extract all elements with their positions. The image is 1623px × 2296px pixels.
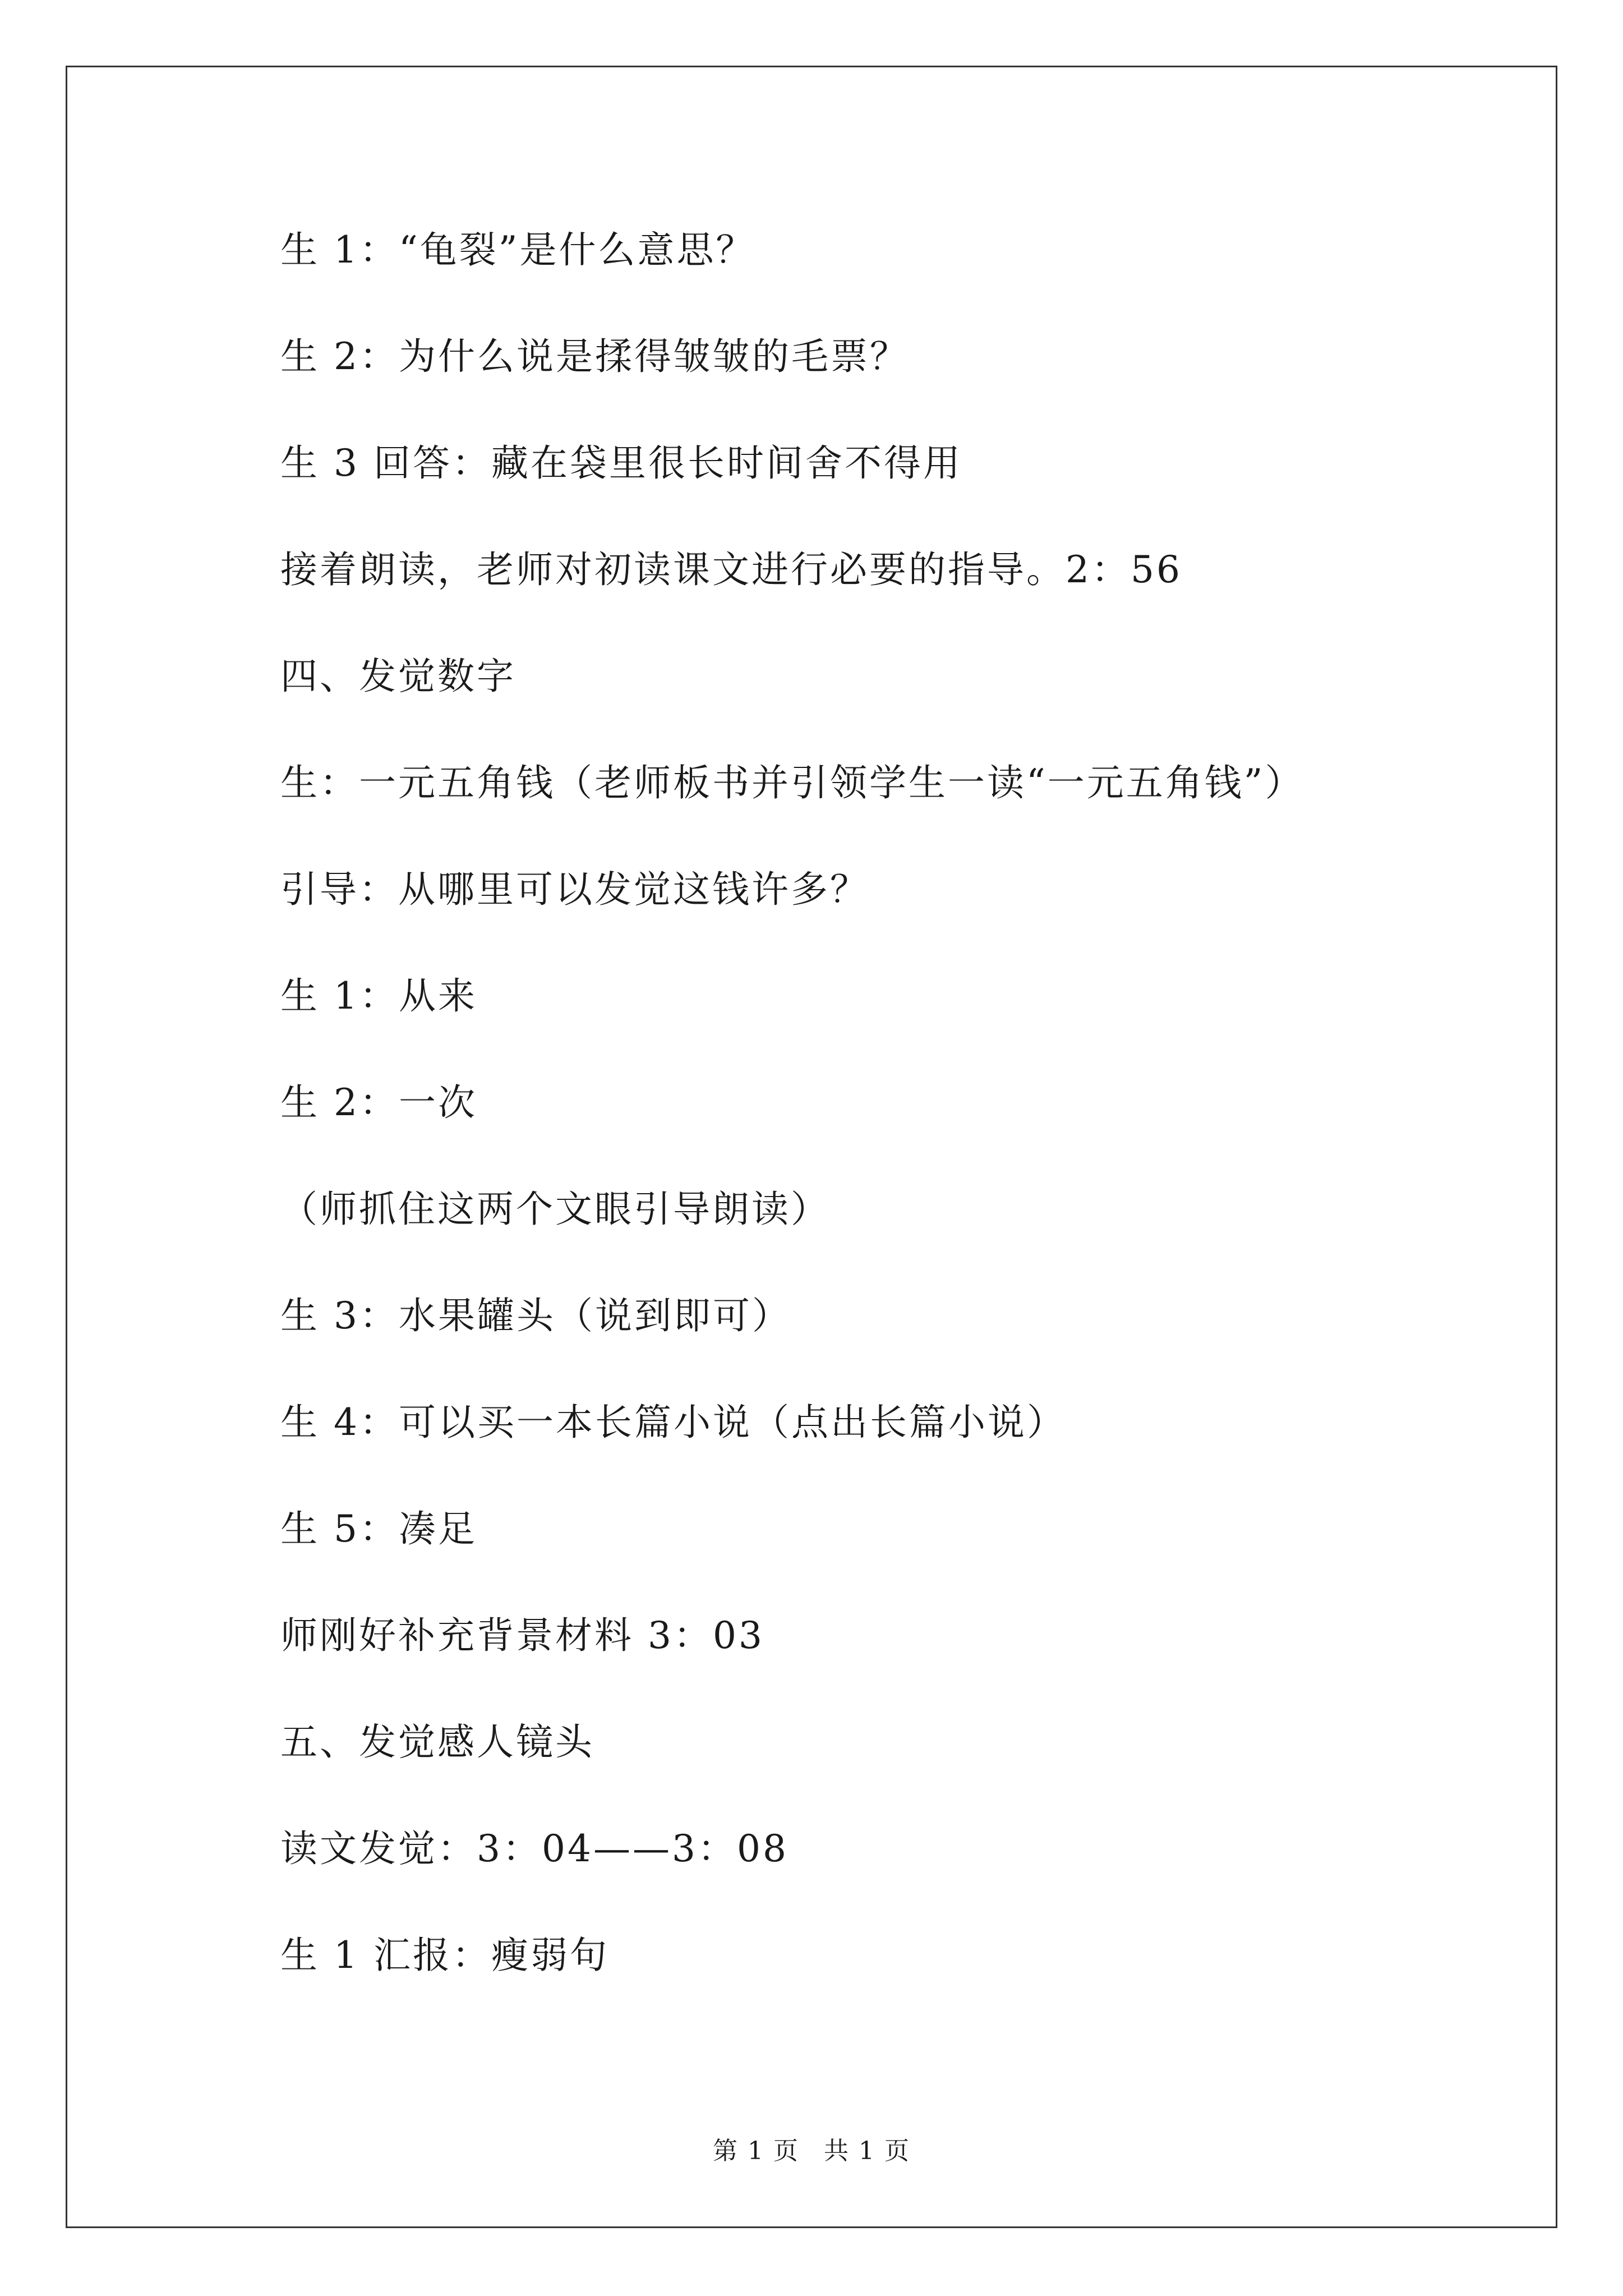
text-line: 读文发觉：3：04——3：08 [280, 1827, 789, 1870]
section-heading: 四、发觉数字 [280, 655, 516, 698]
text-line: 接着朗读，老师对初读课文进行必要的指导。2：56 [280, 548, 1182, 591]
text-line: 生 4：可以买一本长篇小说（点出长篇小说） [280, 1401, 1066, 1444]
page-total: 共 1 页 [824, 2137, 910, 2165]
text-line: 生 3：水果罐头（说到即可） [280, 1294, 791, 1337]
text-line: 师刚好补充背景材料 3：03 [280, 1614, 764, 1657]
text-line: 生 2：一次 [280, 1081, 477, 1124]
text-line: 生 3 回答：藏在袋里很长时间舍不得用 [280, 441, 962, 485]
document-body [280, 222, 1514, 2034]
text-line: 生 5：凑足 [280, 1507, 477, 1550]
text-line: （师抓住这两个文眼引导朗读） [280, 1188, 830, 1231]
page-footer [0, 2134, 1623, 2168]
text-line: 生：一元五角钱（老师板书并引领学生一读“一元五角钱”） [280, 761, 1304, 804]
text-line: 生 1 汇报：瘦弱句 [280, 1934, 609, 1977]
text-line: 引导：从哪里可以发觉这钱许多？ [280, 868, 869, 911]
text-line: 生 1：“龟裂”是什么意思？ [280, 228, 755, 272]
section-heading: 五、发觉感人镜头 [280, 1720, 594, 1764]
text-line: 生 2：为什么说是揉得皱皱的毛票？ [280, 335, 909, 378]
text-line: 生 1：从来 [280, 974, 477, 1018]
page-number: 第 1 页 [713, 2137, 799, 2165]
